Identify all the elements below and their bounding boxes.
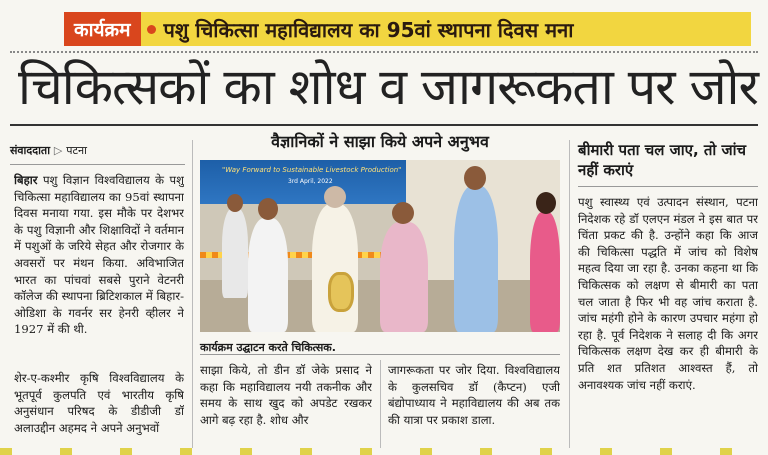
byline-author: संवाददाता <box>10 144 51 157</box>
column-divider <box>380 360 381 450</box>
column-divider <box>569 140 570 450</box>
sidebar-headline: बीमारी पता चल जाए, तो जांच नहीं कराएं <box>578 141 747 179</box>
person-figure <box>248 218 288 332</box>
byline-separator-icon: ▷ <box>53 144 63 157</box>
column-2-text: साझा किये, तो डीन डॉ जेके प्रसाद ने कहा कि महाविद्यालय नयी तकनीक और समय के साथ खुद को अपडेट रखकर आगे बढ़ रहा है. शोध और <box>200 363 372 427</box>
person-head <box>464 166 486 190</box>
dotted-divider <box>10 51 758 53</box>
column-divider <box>192 140 193 450</box>
person-figure <box>530 212 560 332</box>
article-paragraph-1 <box>14 172 184 338</box>
person-head <box>324 186 346 208</box>
person-head <box>392 202 414 224</box>
paragraph-1-text: पशु विज्ञान विश्वविद्यालय के पशु चिकित्सा महाविद्यालय का 95वां स्थापना दिवस मनाया गया. इस मौके पर देशभर के पशु विज्ञानी और शिक्षाविदों ने वर्तमान में पशुओं के जरिये सेहत और रोजगार के अवसरों पर मंथन किया. अविभाजित भारत का पांचवां सबसे पुराने वेटनरी कॉलेज की स्थापना ब्रिटिशकाल में बिहार-ओडिशा के गवर्नर सर हेनरी व्हीलर ने 1927 में की थी. <box>14 173 184 337</box>
person-head <box>536 192 556 214</box>
person-figure <box>380 222 428 332</box>
person-figure <box>454 186 498 332</box>
person-figure <box>312 204 358 332</box>
news-photo <box>200 160 560 332</box>
kicker <box>64 12 751 46</box>
bottom-color-strip <box>0 448 768 455</box>
banner-text: "Way Forward to Sustainable Livestock Production" <box>222 166 402 174</box>
person-figure <box>222 208 248 298</box>
column-3-text: जागरूकता पर जोर दिया. विश्वविद्यालय के कुलसचिव डॉ (कैप्टन) एजी बंद्योपाध्याय ने महाविद्यालय की अब तक की यात्रा पर प्रकाश डाला. <box>388 363 560 427</box>
kicker-tag: कार्यक्रम <box>64 12 141 46</box>
sidebar-column <box>578 194 758 450</box>
kicker-bar <box>141 12 751 46</box>
banner-date: 3rd April, 2022 <box>288 178 333 185</box>
person-head <box>258 198 278 220</box>
sidebar-divider <box>578 186 758 187</box>
article-paragraph-2: शेर-ए-कश्मीर कृषि विश्वविद्यालय के भूतपूर्व कुलपति एवं भारतीय कृषि अनुसंधान परिषद के डीडीजी डॉ अलाउद्दीन अहमद ने अपने अनुभवों <box>14 371 184 435</box>
sidebar-text: पशु स्वास्थ्य एवं उत्पादन संस्थान, पटना निदेशक रहे डॉ एलएन मंडल ने इस बात पर चिंता प्रकट की है. उन्होंने कहा कि आज की चिकित्सा पद्धति में जांच को विशेष महत्व दिया जा रहा है. उनका कहना था कि चिकित्सक को लक्षण से बीमारी का पता चल जाता है फिर भी वह जांच कराता है. जांच महंगी होने के कारण उपचार महंगा हो रहा है. पूर्व निदेशक ने सलाह दी कि अगर चिकित्सक लक्षण देख कर ही बीमारी के प्रति शत प्रतिशत आश्वस्त हैं, तो अनावश्यक जांच नहीं कराएं. <box>578 195 758 392</box>
caption-divider <box>200 354 560 355</box>
article-column-2 <box>200 362 372 450</box>
byline <box>10 143 185 158</box>
article-column-1-continued <box>14 370 184 450</box>
bullet-icon <box>147 25 156 34</box>
byline-city: पटना <box>66 144 87 157</box>
subheadline: वैज्ञानिकों ने साझा किये अपने अनुभव <box>271 132 489 151</box>
ceremonial-lamp <box>328 272 354 312</box>
kicker-text: पशु चिकित्सा महाविद्यालय का 95वां स्थापना दिवस मना <box>163 17 574 42</box>
article-column-3 <box>388 362 560 450</box>
byline-divider <box>10 164 185 165</box>
lead-word: बिहार <box>14 173 38 187</box>
page-title: चिकित्सकों का शोध व जागरूकता पर जोर <box>18 58 758 116</box>
photo-caption: कार्यक्रम उद्घाटन करते चिकित्सक. <box>200 341 336 354</box>
headline-divider <box>10 124 758 126</box>
article-column-1 <box>14 172 184 370</box>
person-head <box>227 194 243 212</box>
